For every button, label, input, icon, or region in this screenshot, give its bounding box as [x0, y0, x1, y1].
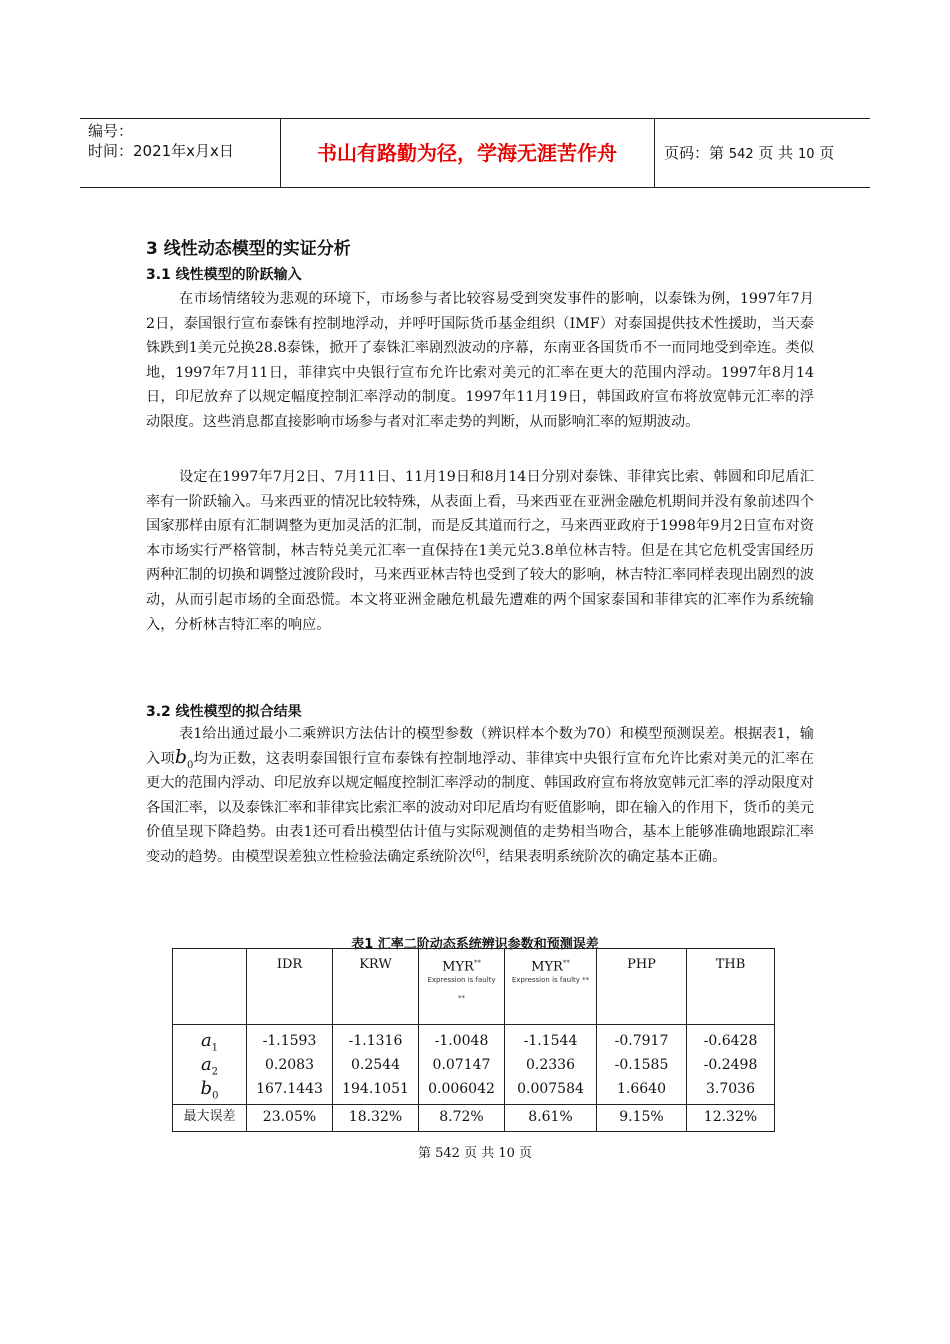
max-error-label: 最大误差	[173, 1105, 247, 1132]
footer-page: 542	[435, 1146, 460, 1161]
column-label: MYR	[442, 959, 474, 975]
parameter-table	[172, 948, 775, 1132]
footer-prefix: 第	[417, 1146, 431, 1161]
page-number: 542	[728, 147, 754, 162]
row-symbols	[173, 1025, 247, 1105]
table-cell: 18.32%	[333, 1105, 419, 1132]
header-meta	[88, 121, 283, 161]
header-page-info	[664, 119, 834, 187]
page-prefix: 页码：第	[664, 144, 725, 162]
table-cell: 8.61%	[505, 1105, 597, 1132]
footer-suffix: 页	[519, 1146, 533, 1161]
page-header	[80, 118, 870, 188]
time-label: 时间：2021年x月x日	[88, 142, 234, 160]
page-mid: 页 共	[758, 144, 794, 162]
page-total: 10	[797, 147, 815, 162]
table-row	[173, 1025, 775, 1105]
column-label: IDR	[276, 957, 303, 972]
symbol-a1: $a_1$	[200, 1030, 219, 1054]
paragraph: 在市场情绪较为悲观的环境下，市场参与者比较容易受到突发事件的影响，以泰铢为例，1997年7月2日，泰国银行宣布泰铢有控制地浮动，并呼吁国际货币基金组织（IMF）对泰国提供技术性援助，当天泰铢跌到1美元兑换28.8泰铢，掀开了泰铢汇率剧烈波动的序幕，东南亚各国货币不一而同地受到牵连。类似地，1997年7月11日，菲律宾中央银行宣布允许比索对美元的汇率在更大的范围内浮动。1997年8月14日，印尼放弃了以规定幅度控制汇率浮动的制度。1997年11月19日，韩国政府宣布将放宽韩元汇率的浮动限度。这些消息都直接影响市场参与者对汇率走势的判断，从而影响汇率的短期波动。	[146, 291, 814, 430]
page-suffix: 页	[819, 144, 835, 162]
paragraph	[146, 722, 814, 870]
symbol-b0: $b_0$	[200, 1078, 219, 1102]
column-header	[247, 949, 333, 1025]
header-note: Expression is faulty	[427, 976, 496, 985]
column-header	[505, 949, 597, 1025]
column-header	[333, 949, 419, 1025]
symbol-a2: $a_2$	[200, 1054, 219, 1078]
table-cell: -1.1593 0.2083 167.1443	[247, 1025, 333, 1105]
column-label: PHP	[627, 957, 656, 972]
paragraph: 设定在1997年7月2日、7月11日、11月19日和8月14日分别对泰铢、菲律宾比索、韩圆和印尼盾汇率有一阶跃输入。马来西亚的情况比较特殊，从表面上看，马来西亚在亚洲金融危机期间并没有象前述四个国家那样由原有汇制调整为更加灵活的汇制，而是反其道而行之，马来西亚政府于1998年9月2日宣布对资本市场实行严格管制，林吉特兑美元汇率一直保持在1美元兑3.8单位林吉特。但是在其它危机受害国经历两种汇制的切换和调整过渡阶段时，马来西亚林吉特也受到了较大的影响，林吉特汇率同样表现出剧烈的波动，从而引起市场的全面恐慌。本文将亚洲金融危机最先遭难的两个国家泰国和菲律宾的汇率作为系统输入，分析林吉特汇率的响应。	[146, 469, 814, 633]
table-cell: -0.7917 -0.1585 1.6640	[597, 1025, 687, 1105]
table-cell: 9.15%	[597, 1105, 687, 1132]
paragraph-text: 表1给出通过最小二乘辨识方法估计的模型参数（辨识样本个数为70）和模型预测误差。根据表1，输入项	[146, 726, 814, 767]
column-label: THB	[715, 957, 746, 972]
table-cell: -1.1544 0.2336 0.007584	[505, 1025, 597, 1105]
table-row-max-error	[173, 1105, 775, 1132]
header-note: Expression is faulty **	[511, 976, 590, 985]
footer-mid: 页 共	[464, 1146, 495, 1161]
column-label: KRW	[359, 957, 392, 972]
footer-total: 10	[498, 1146, 515, 1161]
page-footer	[0, 1142, 950, 1161]
paragraph-text: ，结果表明系统阶次的确定基本正确。	[485, 848, 727, 865]
section-title: 3 线性动态模型的实证分析	[146, 239, 351, 259]
header-mark: **	[473, 959, 481, 967]
b0-symbol: $b_0$	[174, 745, 194, 771]
number-label: 编号：	[88, 122, 134, 140]
table-cell: -1.0048 0.07147 0.006042	[419, 1025, 505, 1105]
header-mark: **	[562, 959, 570, 967]
column-header	[419, 949, 505, 1025]
table-caption: 表1 汇率二阶动态系统辨识参数和预测误差	[351, 937, 599, 952]
column-header	[597, 949, 687, 1025]
table-cell: 8.72%	[419, 1105, 505, 1132]
table-cell: -1.1316 0.2544 194.1051	[333, 1025, 419, 1105]
paragraph-text: 均为正数，这表明泰国银行宣布泰铢有控制地浮动、菲律宾中央银行宣布允许比索对美元的汇率在更大的范围内浮动、印尼放弃以规定幅度控制汇率浮动的制度、韩国政府宣布将放宽韩元汇率的浮动限度对各国汇率，以及泰铢汇率和菲律宾比索汇率的波动对印尼盾均有贬值影响，即在输入的作用下，货币的美元价值呈现下降趋势。由表1还可看出模型估计值与实际观测值的走势相当吻合，基本上能够准确地跟踪汇率变动的趋势。由模型误差独立性检验法确定系统阶次	[146, 750, 814, 865]
column-label: MYR	[531, 959, 563, 975]
subsection-title: 3.2 线性模型的拟合结果	[146, 704, 302, 720]
header-motto: 书山有路勤为径，学海无涯苦作舟	[317, 141, 617, 165]
table-cell: 12.32%	[687, 1105, 775, 1132]
header-note: **	[458, 994, 465, 1003]
header-divider	[654, 119, 655, 187]
citation-ref: [6]	[472, 848, 486, 859]
table-header-row	[173, 949, 775, 1025]
column-header	[687, 949, 775, 1025]
table-cell: 23.05%	[247, 1105, 333, 1132]
table-corner	[173, 949, 247, 1025]
subsection-title: 3.1 线性模型的阶跃输入	[146, 267, 302, 283]
table-cell: -0.6428 -0.2498 3.7036	[687, 1025, 775, 1105]
